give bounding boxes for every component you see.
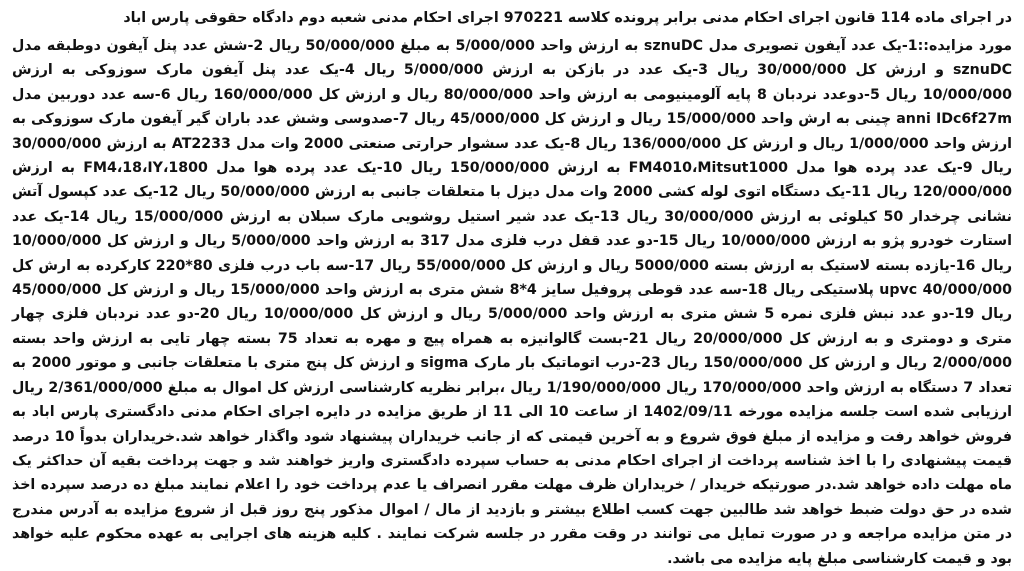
notice-body: مورد مزایده::1-یک عدد آیفون تصویری مدل sznuDC به ارزش واحد 5/000/000 به مبلغ 50/000/000 ریال 2-شش عدد پنل آیفون دوطبقه مدل sznuDC و ارزش کل 30/000/000 ریال 3-یک عدد در بازکن به ارزش 5/000/000 ریال 4-یک عدد پنل آیفون مارک سوزوکی به ارزش 10/000/000 ریال 5-دوعدد نردبان 8 پایه آلومینیومی به ارزش واحد 80/000/000 ریال و ارزش کل 160/000/000 ریال 6-سه عدد دوربین مدل anni IDc6f27m چینی به ارش واحد 15/000/000 ریال و ارزش کل 45/000/000 ریال 7-صدوسی وشش عدد باران گیر آیفون مارک سوزوکی به ارزش واحد 1/000/000 ریال و ارزش کل 136/000/000 ریال 8-یک عدد سشوار حرارتی صنعتی 2000 وات مدل AT2233 به ارزش 30/000/000 ریال 9-یک عدد پرده هوا مدل FM4010،Mitsut1000 به ارزش 150/000/000 ریال 10-یک عدد پرده هوا مدل FM4،18،IY،1800 به ارزش 120/000/000 ریال 11-یک دستگاه اتوی لوله کشی 2000 وات مدل دیزل با متعلقات جانبی به ارزش 50/000/000 ریال 12-یک عدد کپسول آتش نشانی چرخدار 50 کیلوئی به ارزش 30/000/000 ریال 13-یک عدد شیر استیل روشویی مارک سبلان به ارزش 15/000/000 ریال 14-یک عدد استارت خودرو پژو به ارزش 10/000/000 ریال 15-دو عدد قفل درب فلزی مدل 317 به ارزش واحد 5/000/000 ریال و ارزش کل 10/000/000 ریال 16-یازده بسته لاستیک به ارزش بسته 5000/000 ریال و ارزش کل 55/000/000 ریال 17-سه باب درب فلزی 80*220 کارکرده به ارش کل 40/000/000 upvc پلاستیکی ریال 18-سه عدد قوطی پروفیل سایز 4*8 شش متری به ارزش واحد 15/000/000 ریال و ارزش کل 45/000/000 ریال 19-دو عدد نبش فلزی نمره 5 شش متری به ارزش واحد 5/000/000 ریال و ارزش کل 10/000/000 ریال 20-دو عدد نردبان فلزی چهار متری و دومتری و به ارزش کل 20/000/000 ریال 21-بست گالوانیزه به همراه پیچ و مهره به تعداد 75 بسته چهار تایی به ارزش واحد بسته 2/000/000 ریال و ارزش کل 150/000/000 ریال 23-درب اتوماتیک بار مارک sigma و ارزش کل پنج متری با متعلقات جانبی و موتور 2000 به تعداد 7 دستگاه به ارزش واحد 170/000/000 ریال 1/190/000/000 ریال ،برابر نظریه کارشناسی ارزش کل اموال به مبلغ 2/361/000/000 ریال ارزیابی شده است جلسه مزایده مورخه 1402/09/11 از ساعت 10 الی 11 از طریق مزایده در دایره اجرای احکام مدنی دادگستری پارس اباد به فروش خواهد رفت و مزایده از مبلغ فوق شروع و به آخرین قیمتی که از جانب خریداران پیشنهاد شود واگذار خواهد شد.خریداران بدواً 10 درصد قیمت پیشنهادی را با اخذ شناسه پرداخت از اجرای احکام مدنی به حساب سپرده دادگستری واریز خواهند شد و جهت پرداخت بقیه آن حداکثر یک ماه مهلت داده خواهد شد.در صورتیکه خریدار / خریداران ظرف مهلت مقرر انصراف یا عدم پرداخت خود را اعلام نمایند مبلغ ده درصد سپرده اخذ شده در حق دولت ضبط خواهد شد طالبین جهت کسب اطلاع بیشتر و بازدید از مال / اموال مذکور پنج روز قبل از شروع مزایده به آدرس مندرج در متن مزایده مراجعه و در صورت تمایل می توانند در وقت مقرر در جلسه شرکت نمایند . کلیه هزینه های اجرایی به عهده محکوم علیه خواهد بود و قیمت کارشناسی مبلغ پایه مزایده می باشد. xyxy=(12,38,1013,567)
notice-title: در اجرای ماده 114 قانون اجرای احکام مدنی برابر پرونده کلاسه 970221 اجرای احکام مدنی شعبه دوم دادگاه حقوقی پارس اباد xyxy=(123,10,1012,26)
